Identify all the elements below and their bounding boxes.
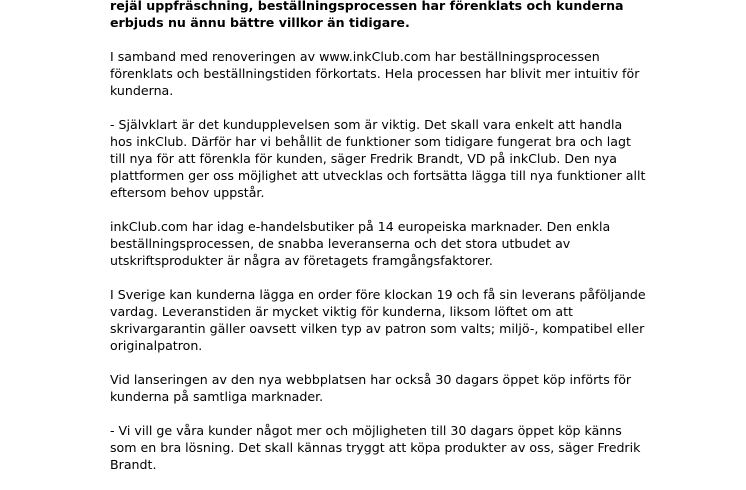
body-paragraph: Vid lanseringen av den nya webbplatsen har också 30 dagars öppet köp införts för kunderna på samtliga marknader. (110, 372, 632, 404)
body-paragraph: I samband med renoveringen av www.inkClub.com har beställningsprocessen förenklats och beställningstiden förkortats. Hela processen har blivit mer intuitiv för kunderna. (110, 49, 640, 98)
body-paragraph: - Vi vill ge våra kunder något mer och möjligheten till 30 dagars öppet köp känns som en bra lösning. Det skall kännas tryggt att köpa produkter av oss, säger Fredrik Brandt. (110, 423, 641, 472)
body-paragraph: inkClub.com har idag e-handelsbutiker på 14 europeiska marknader. Den enkla beställningsprocessen, de snabba leveranserna och det stora utbudet av utskriftsprodukter är några av företagets framgångsfaktorer. (110, 219, 611, 268)
lead-paragraph: rejäl uppfräschning, beställningsprocessen har förenklats och kunderna erbjuds nu ännu bättre villkor än tidigare. (110, 0, 624, 30)
body-paragraph: I Sverige kan kunderna lägga en order före klockan 19 och få sin leverans påföljande vardag. Leveranstiden är mycket viktig för kunderna, liksom löftet om att skrivargarantin gäller oavsett vilken typ av patron som valts; miljö-, kompatibel eller originalpatron. (110, 287, 646, 353)
document-page (110, 0, 730, 490)
body-paragraph: - Självklart är det kundupplevelsen som är viktig. Det skall vara enkelt att handla hos inkClub. Därför har vi behållit de funktioner som tidigare fungerat bra och lagt till nya för att förenkla för kunden, säger Fredrik Brandt, VD på inkClub. Den nya plattformen ger oss möjlighet att utvecklas och fortsätta lägga till nya funktioner allt eftersom behov uppstår. (110, 117, 646, 200)
